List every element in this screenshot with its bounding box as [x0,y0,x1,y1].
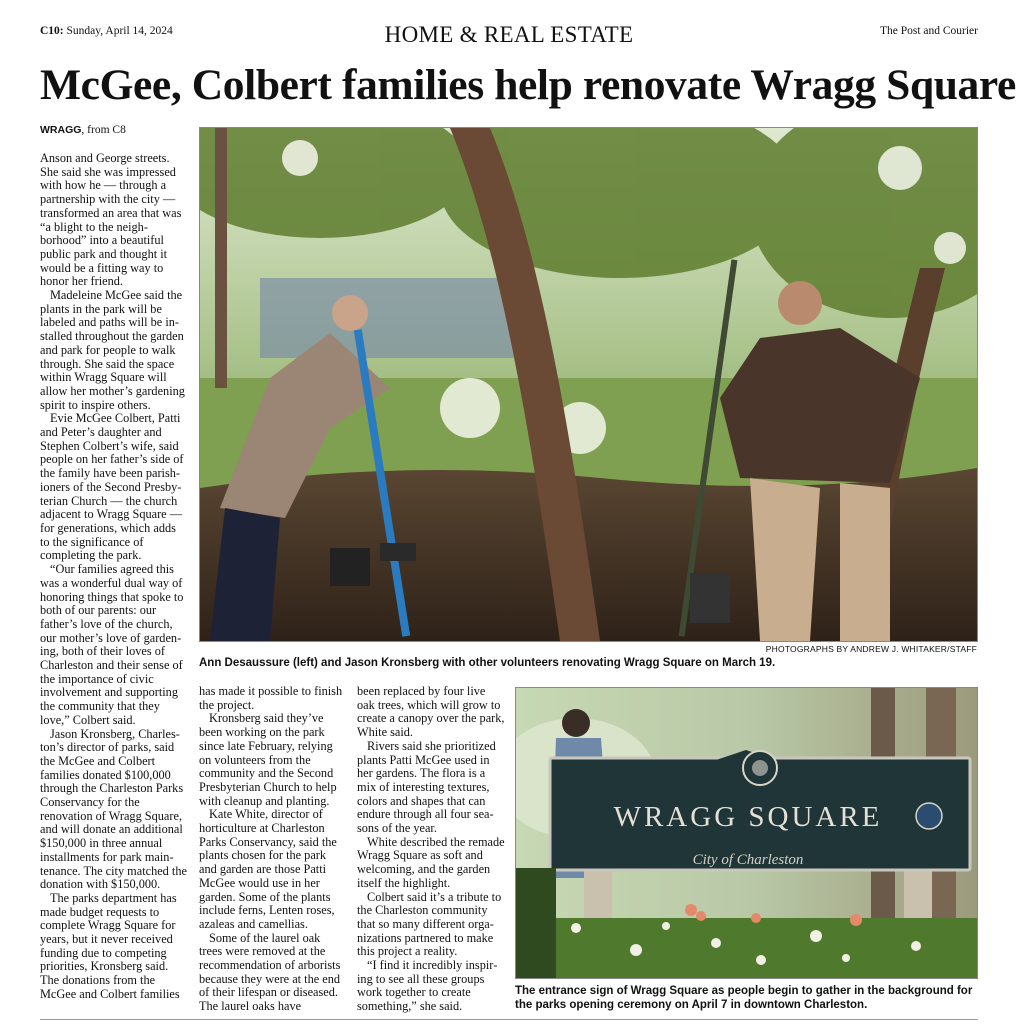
sign-photo-image [516,688,977,978]
article-paragraph: Some of the laurel oak trees were removed at the recommendation of arborists because they were at the end of their lifespan or diseased. The laurel oaks have [199,930,341,1014]
article-paragraph: been replaced by four live oak trees, which will grow to create a canopy over the park, White said. [357,684,505,740]
article-paragraph: Madeleine McGee said the plants in the park will be labeled and paths will be installed throughout the garden and park for people to walk through. She said the space within Wragg Square will allow her mother’s gardening spirit to inspire others. [40,288,185,412]
article-column-1 [40,152,188,1002]
photo-credit: PHOTOGRAPHS BY ANDREW J. WHITAKER/STAFF [765,644,977,654]
article-paragraph: Kronsberg said they’ve been working on the park since late February, relying on volunteers from the community and the Second Presbyterian Church to help with cleanup and planting. [199,711,337,808]
bottom-rule [40,1019,978,1020]
jump-label: WRAGG [40,124,82,136]
page-label: C10: [40,25,64,37]
article-column-2 [199,685,346,1014]
issue-date: Sunday, April 14, 2024 [66,25,173,37]
article-paragraph: has made it possible to finish the project. [199,684,343,712]
sign-photo [515,687,978,979]
article-paragraph: Rivers said she prioritized plants Patti McGee used in her gardens. The flora is a mix of interesting textures, colors and shapes that can endure through all four seasons of the year. [357,738,496,836]
sign-subtext: City of Charleston [692,852,804,868]
main-photo [199,127,978,642]
article-paragraph: Anson and George streets. She said she was impressed with how he — through a partnership with the city — transformed an area that was “a blight to the neighborhood” into a beautiful public park and thought it would be a fitting way to honor her friend. [40,151,182,289]
sign-text: WRAGG SQUARE [613,801,883,833]
headline: McGee, Colbert families help renovate Wragg Square [40,61,1016,109]
article-paragraph: Colbert said it’s a tribute to the Charleston community that so many different organizations partnered to make this project a reality. [357,889,502,959]
jump-line [40,124,126,136]
jump-from: , from C8 [81,124,126,136]
article-paragraph: Kate White, director of horticulture at Charleston Parks Conservancy, said the plants chosen for the park and garden are those Patti McGee would use in her garden. Some of the plants include ferns, Lenten roses, azaleas and camellias. [199,807,337,931]
article-paragraph: Jason Kronsberg, Charleston’s director of parks, said the McGee and Colbert families donated $100,000 through the Charleston Parks Conservancy for the renovation of Wragg Square, and will donate an additional $150,000 in three annual installments for park maintenance. The city matched the donation with $150,000. [40,726,187,892]
article-paragraph: The parks department has made budget requests to complete Wragg Square for years, but it never received funding due to competing priorities, Kronsberg said. The donations from the McGee and Colbert families [40,890,180,1001]
main-photo-image [200,128,977,641]
article-paragraph: “Our families agreed this was a wonderful dual way of honoring things that spoke to both of our parents: our father’s love of the church, our mother’s love of gardening, both of their loves of Charleston and their sense of the importance of civic involvement and supporting the community that they love,” Colbert said. [40,562,184,727]
article-column-3 [357,685,505,1014]
article-paragraph: “I find it incredibly inspiring to see all these groups work together to create something,” she said. [357,958,498,1014]
section-title: HOME & REAL ESTATE [384,22,634,47]
article-paragraph: White described the remade Wragg Square as soft and welcoming, and the garden itself the highlight. [357,834,505,890]
main-photo-caption: Ann Desaussure (left) and Jason Kronsberg with other volunteers renovating Wragg Square on March 19. [199,657,776,669]
sign-photo-caption: The entrance sign of Wragg Square as people begin to gather in the background for the parks opening ceremony on April 7 in downtown Charleston. [515,985,973,1011]
article-paragraph: Evie McGee Colbert, Patti and Peter’s daughter and Stephen Colbert’s wife, said people on her father’s side of the family have been parishioners of the Second Presbyterian Church — the church adjacent to Wragg Square — for generations, which adds to the significance of completing the park. [40,411,184,563]
publication-name: The Post and Courier [879,25,978,37]
